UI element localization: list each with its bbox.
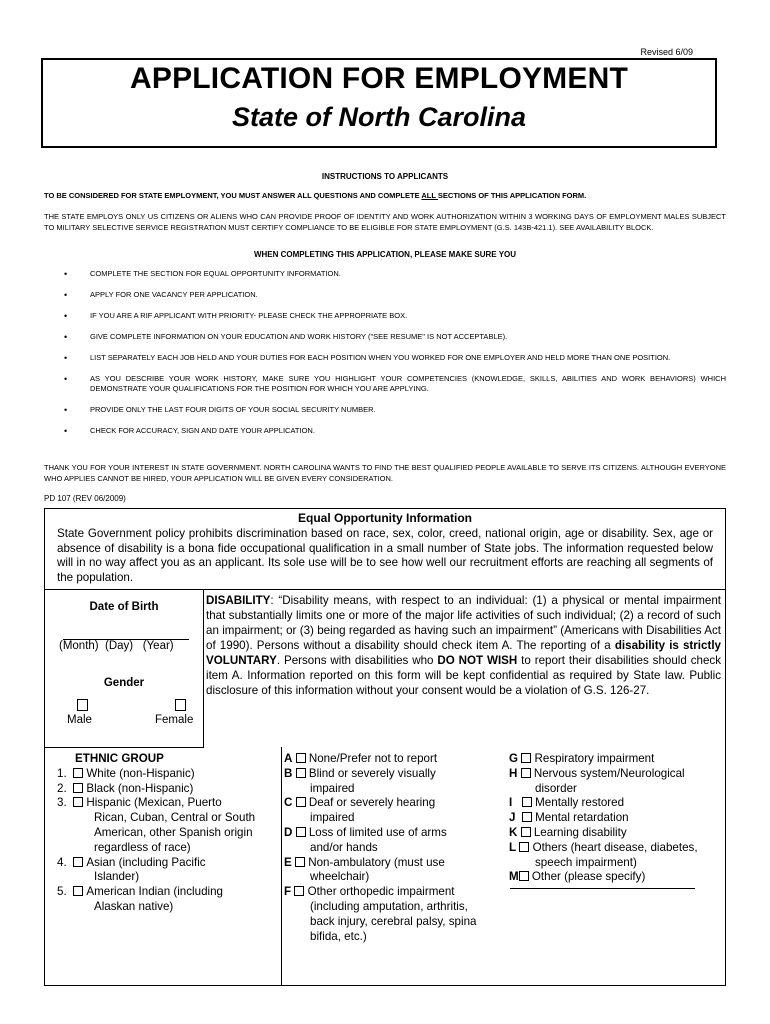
list-item-cont: wheelchair) — [310, 870, 370, 884]
female-checkbox[interactable] — [175, 699, 186, 711]
list-item: I Mentally restored — [509, 796, 625, 810]
form-number: PD 107 (REV 06/2009) — [44, 494, 126, 503]
page-subtitle: State of North Carolina — [231, 102, 527, 132]
list-item: • PROVIDE ONLY THE LAST FOUR DIGITS OF YOUR SOCIAL SECURITY NUMBER. — [64, 405, 376, 415]
ethnic-checkbox[interactable] — [73, 783, 83, 793]
disability-checkbox[interactable] — [521, 753, 531, 763]
list-item: B Blind or severely visually — [284, 766, 436, 780]
list-item: F Other orthopedic impairment — [284, 885, 455, 899]
dob-format: (Month) (Day) (Year) — [59, 640, 174, 652]
disability-checkbox[interactable] — [521, 768, 531, 778]
list-item: 1. White (non-Hispanic) — [57, 766, 195, 780]
list-item-cont: (including amputation, arthritis, — [310, 899, 468, 913]
disability-checkbox[interactable] — [294, 886, 304, 896]
list-item-cont: Rican, Cuban, Central or South — [94, 811, 256, 825]
disability-checkbox[interactable] — [521, 827, 531, 837]
title-box — [41, 58, 717, 148]
ethnic-checkbox[interactable] — [73, 886, 83, 896]
disability-checkbox[interactable] — [296, 797, 306, 807]
disability-checkbox[interactable] — [519, 871, 529, 881]
list-item: L Others (heart disease, diabetes, — [509, 840, 698, 854]
female-label: Female — [155, 714, 194, 726]
specify-field[interactable] — [510, 888, 695, 889]
list-item-cont: impaired — [310, 781, 355, 795]
instruction-list — [58, 266, 726, 436]
gender-label: Gender — [103, 677, 145, 689]
disability-statement: DISABILITY: “Disability means, with respect to an individual: (1) a physical or mental impairment that substantially limits one or more of the major life activities of such individual; (2) a record of such an impairment; or (3) being regarded as having such an impairment” (Americans with Disabilities Act of 1990). Persons without a disability should check item A. The reporting of a disability is strictly VOLUNTARY. Persons with disabilities who DO NOT WISH to report their disabilities should check item A. Information reported on this form will be kept confidential as required by State law. Public disclosure of this information without your consent would be a violation of G.S. 126-27. — [206, 594, 722, 697]
list-item: H Nervous system/Neurological — [509, 766, 685, 780]
disability-checkbox[interactable] — [522, 812, 532, 822]
list-item-cont: and/or hands — [310, 840, 378, 854]
ethnic-checkbox[interactable] — [73, 857, 83, 867]
ethnic-group — [57, 752, 277, 915]
list-item: 3. Hispanic (Mexican, Puerto — [57, 796, 222, 810]
dob-label: Date of Birth — [89, 601, 159, 613]
disability-checkbox[interactable] — [296, 753, 306, 763]
male-checkbox[interactable] — [77, 699, 88, 711]
disability-checkbox[interactable] — [522, 797, 532, 807]
list-item-cont: impaired — [310, 811, 355, 825]
list-item-cont: disorder — [535, 781, 577, 795]
disability-checkbox[interactable] — [296, 827, 306, 837]
list-item: • APPLY FOR ONE VACANCY PER APPLICATION. — [64, 290, 258, 300]
eoi-title: Equal Opportunity Information — [298, 511, 472, 525]
list-item: • GIVE COMPLETE INFORMATION ON YOUR EDUCATION AND WORK HISTORY ("SEE RESUME" IS NOT ACCEPTABLE). — [64, 332, 508, 342]
thanks-statement: THANK YOU FOR YOUR INTEREST IN STATE GOVERNMENT. NORTH CAROLINA WANTS TO FIND THE BEST QUALIFIED PEOPLE AVAILABLE TO SERVE ITS CITIZENS. ALTHOUGH EVERYONE WHO APPLIES CANNOT BE HIRED, YOUR APPLICATION WILL BE GIVEN EVERY CONSIDERATION. — [44, 463, 726, 483]
instructions-title: INSTRUCTIONS TO APPLICANTS — [321, 172, 449, 181]
ethnic-checkbox[interactable] — [73, 768, 83, 778]
disability-list-g-m — [509, 752, 721, 889]
list-item: • AS YOU DESCRIBE YOUR WORK HISTORY, MAKE SURE YOU HIGHLIGHT YOUR COMPETENCIES (KNOWLEDGE, SKILLS, ABILITIES AND WORK BEHAVIORS) WHICH DEMONSTRATE YOUR QUALIFICATIONS FOR THE POSITION FOR WHICH YOU ARE APPLYING. — [64, 374, 726, 393]
divider — [45, 747, 204, 748]
list-item-cont: American, other Spanish origin — [94, 825, 253, 839]
disability-checkbox[interactable] — [296, 768, 306, 778]
consider-statement: TO BE CONSIDERED FOR STATE EMPLOYMENT, YOU MUST ANSWER ALL QUESTIONS AND COMPLETE ALL SECTIONS OF THIS APPLICATION FORM. — [44, 191, 587, 200]
list-item-cont: back injury, cerebral palsy, spina — [310, 914, 477, 928]
divider — [281, 747, 282, 985]
list-item-cont: Alaskan native) — [94, 899, 174, 913]
list-item: 2. Black (non-Hispanic) — [57, 781, 194, 795]
list-item: C Deaf or severely hearing — [284, 796, 436, 810]
ethnic-checkbox[interactable] — [73, 797, 83, 807]
list-item: J Mental retardation — [509, 811, 629, 825]
eoi-section — [44, 508, 726, 986]
list-item: • IF YOU ARE A RIF APPLICANT WITH PRIORITY- PLEASE CHECK THE APPROPRIATE BOX. — [64, 311, 408, 321]
list-item-cont: speech impairment) — [535, 855, 637, 869]
list-item-cont: Islander) — [94, 870, 140, 884]
list-item: M Other (please specify) — [509, 870, 646, 884]
list-item: G Respiratory impairment — [509, 752, 655, 765]
list-item: D Loss of limited use of arms — [284, 825, 447, 839]
make-sure-heading: WHEN COMPLETING THIS APPLICATION, PLEASE MAKE SURE YOU — [253, 250, 517, 259]
list-item: • COMPLETE THE SECTION FOR EQUAL OPPORTUNITY INFORMATION. — [64, 269, 341, 279]
list-item-cont: bifida, etc.) — [310, 929, 367, 943]
disability-checkbox[interactable] — [295, 857, 305, 867]
list-item: • CHECK FOR ACCURACY, SIGN AND DATE YOUR APPLICATION. — [64, 426, 315, 436]
list-item: 4. Asian (including Pacific — [57, 855, 206, 869]
list-item: A None/Prefer not to report — [284, 752, 438, 765]
citizenship-statement: THE STATE EMPLOYS ONLY US CITIZENS OR ALIENS WHO CAN PROVIDE PROOF OF IDENTITY AND WORK AUTHORIZATION WITHIN 3 WORKING DAYS OF EMPLOYMENT MALES SUBJECT TO MILITARY SELECTIVE SERVICE REGISTRATION MUST CERTIFY COMPLIANCE TO BE ELIGIBLE FOR STATE EMPLOYMENT (G.S. 143B-421.1). SEE AVAILABILITY BLOCK. — [44, 212, 726, 232]
list-item-cont: regardless of race) — [94, 840, 191, 854]
disability-list-a-f — [284, 752, 504, 944]
list-item: E Non-ambulatory (must use — [284, 855, 445, 869]
eoi-policy-text: State Government policy prohibits discrimination based on race, sex, color, creed, national origin, age or disability. Sex, age or absence of disability is a bona fide occupational qualification in a small number of State jobs. The information requested below will in no way affect you as an applicant. Its sole use will be to see how well our recruitment efforts are reaching all segments of the population. — [57, 527, 713, 584]
divider — [203, 589, 204, 747]
divider — [45, 589, 725, 590]
ethnic-group-title: ETHNIC GROUP — [75, 752, 164, 765]
disability-checkbox[interactable] — [519, 842, 529, 852]
list-item: 5. American Indian (including — [57, 885, 223, 899]
male-label: Male — [67, 714, 92, 726]
list-item: • LIST SEPARATELY EACH JOB HELD AND YOUR DUTIES FOR EACH POSITION WHEN YOU WORKED FOR ONE EMPLOYER AND HELD MORE THAN ONE POSITION. — [64, 353, 671, 363]
revised-date: Revised 6/09 — [640, 47, 693, 57]
page-title: APPLICATION FOR EMPLOYMENT — [130, 62, 628, 95]
list-item: K Learning disability — [509, 825, 627, 839]
